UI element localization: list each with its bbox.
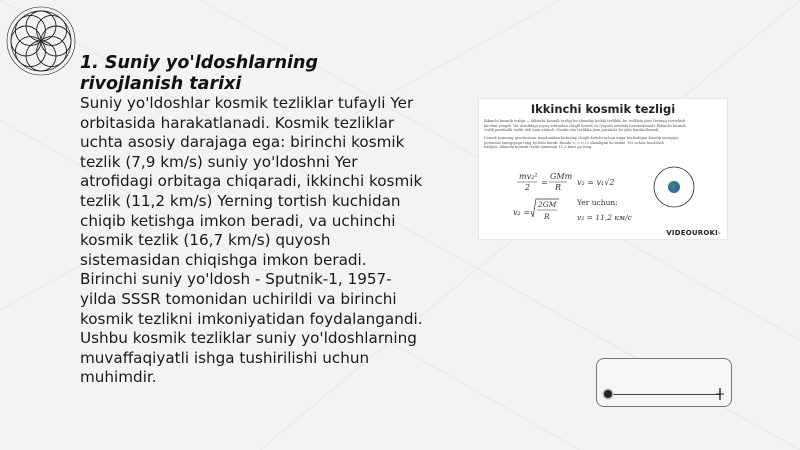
formula-sqrt-num: 2GM	[538, 200, 557, 209]
formula-result-1: v₂ = v₁√2	[577, 178, 615, 187]
earth-label: Yer uchun:	[577, 198, 618, 207]
earth-orbit-icon	[654, 167, 694, 207]
formula-sqrt-den: R	[544, 212, 550, 221]
formula-left-2: v₂ =	[513, 208, 530, 217]
lesson-slide-image	[478, 98, 728, 240]
formula-left-1-num: mv₂²	[519, 172, 538, 181]
section-body-text: Suniy yo'ldoshlar kosmik tezliklar tufayli Yer orbitasida harakatlanadi. Kosmik tezliklar uchta asosiy darajaga ega: birinchi kosmik tezlik (7,9 km/s) suniy yo'ldoshni Yer atrofidagi orbitaga chiqaradi, ikkinchi kosmik tezlik (11,2 km/s) Yerning tortish kuchidan chiqib ketishga imkon beradi, va uchinchi kosmik tezlik (16,7 km/s) quyosh sistemasidan chiqishga imkon beradi. Birinchi suniy yo'ldosh - Sputnik-1, 1957-yilda SSSR tomonidan uchirildi va birinchi kosmik tezlikni imkoniyatidan foydalangandi. Ushbu kosmik tezliklar suniy yo'ldoshlarning muvaffaqiyatli ishga tushirilishi uchun muhimdir.	[80, 94, 423, 387]
end-marker-icon	[715, 388, 725, 400]
slide-text-line: Demak jismning gravitatsion maydonidan butunlay chiqib ketishi uchun unga beriladigan kinetik energiya	[484, 136, 679, 140]
svg-text:=: =	[541, 178, 548, 187]
progress-track[interactable]	[608, 394, 720, 395]
formula-area	[479, 99, 728, 240]
slide-text-line: natijasi: ikkinchi kosmik tezlik taxminan 11,2 km/s ga teng.	[484, 145, 593, 150]
slide-text-line: potensial energiyaga teng bo'lishi kerak. Bunda v₂ = v₁√2 ekanligini ko'ramiz. Yer uchun hisoblash	[484, 140, 664, 145]
formula-right-1-num: GMm	[550, 172, 573, 181]
circular-ornament	[2, 2, 80, 80]
formula-result-2: v₂ = 11,2 км/с	[577, 213, 632, 222]
section-title: 1. Suniy yo'ldoshlarning rivojlanish tarixi	[80, 53, 319, 94]
formula-left-1-den: 2	[525, 183, 531, 192]
slide-text-line: kuchini yengib, Yer atrofidagi yopiq orbitadan chiqib ketadi va Quyosh atrofida harakatlanadi. Ikkinchi kosmik	[484, 123, 686, 128]
videouroki-logo: VIDEOUROKI›	[666, 229, 721, 237]
audio-player[interactable]	[596, 358, 732, 407]
progress-handle[interactable]	[604, 390, 612, 398]
formula-right-1-den: R	[555, 183, 562, 192]
slide-title: Ikkinchi kosmik tezligi	[530, 102, 676, 116]
slide-text-line: tezlik parabolik tezlik deb ham ataladi, chunki shu tezlikda jism parabola bo'ylab harakatlanadi.	[484, 128, 660, 133]
slide-text-line: Ikkinchi kosmik tezligi — ikkinchi kosmik tezligi bu shunday kichik tezlikki, bu tezlikda jism Yerning tortishish	[484, 119, 686, 123]
